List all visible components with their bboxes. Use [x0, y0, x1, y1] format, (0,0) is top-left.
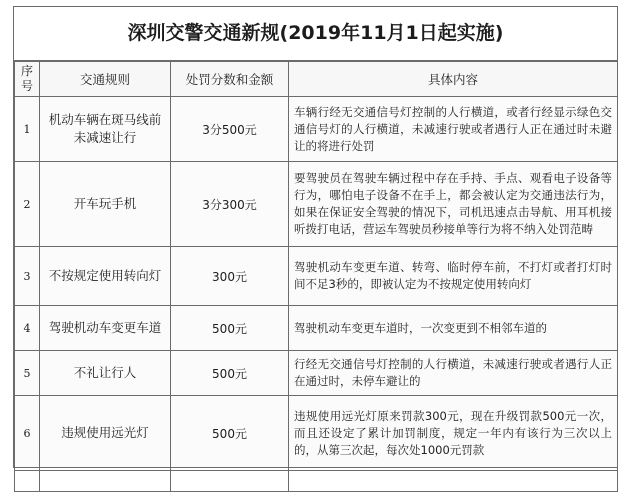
- row-number: 6: [15, 396, 40, 471]
- row-detail: 违规使用远光灯原来罚款300元，现在升级罚款500元一次，而且还设定了累计加罚制度，规定一年内有该行为三次以上的，从第三次起，每次处1000元罚款: [289, 396, 618, 471]
- row-number: 3: [15, 247, 40, 306]
- header-seq-label: 序号: [20, 64, 33, 93]
- row-penalty: 3分500元: [171, 97, 289, 162]
- table-row: [15, 351, 618, 396]
- header-penalty: 处罚分数和金额: [171, 62, 289, 97]
- row-rule: 违规使用远光灯: [40, 396, 171, 471]
- row-rule: 不礼让行人: [40, 351, 171, 396]
- cutoff-cell: [171, 471, 289, 492]
- table-row: [15, 97, 618, 162]
- table-row: [15, 306, 618, 351]
- table-row: [15, 247, 618, 306]
- row-penalty: 500元: [171, 351, 289, 396]
- row-detail: 行经无交通信号灯控制的人行横道，未减速行驶或者遇行人正在通过时，未停车避让的: [289, 351, 618, 396]
- row-number: 5: [15, 351, 40, 396]
- rules-table: [14, 61, 618, 492]
- row-detail: 要驾驶员在驾驶车辆过程中存在手持、手点、观看电子设备等行为，哪怕电子设备不在手上，都会被认定为交通违法行为，如果在保证安全驾驶的情况下，司机迅速点击导航、用耳机接听拨打电话，营运车驾驶员秒接单等行为将不纳入处罚范畴: [289, 162, 618, 247]
- header-detail: 具体内容: [289, 62, 618, 97]
- cutoff-cell: [15, 471, 40, 492]
- cutoff-cell: [40, 471, 171, 492]
- table-row-cutoff: [15, 471, 618, 492]
- page-title: 深圳交警交通新规(2019年11月1日起实施): [14, 7, 617, 61]
- row-penalty: 300元: [171, 247, 289, 306]
- row-detail: 驾驶机动车变更车道时，一次变更到不相邻车道的: [289, 306, 618, 351]
- traffic-rules-sheet: [13, 6, 618, 468]
- table-row: [15, 396, 618, 471]
- row-rule: 开车玩手机: [40, 162, 171, 247]
- header-seq: [15, 62, 40, 97]
- row-detail: 驾驶机动车变更车道、转弯、临时停车前，不打灯或者打灯时间不足3秒的，即被认定为不按规定使用转向灯: [289, 247, 618, 306]
- header-rule: 交通规则: [40, 62, 171, 97]
- table-header-row: [15, 62, 618, 97]
- row-rule: 驾驶机动车变更车道: [40, 306, 171, 351]
- row-number: 2: [15, 162, 40, 247]
- row-number: 4: [15, 306, 40, 351]
- row-penalty: 500元: [171, 396, 289, 471]
- row-rule: 不按规定使用转向灯: [40, 247, 171, 306]
- row-detail: 车辆行经无交通信号灯控制的人行横道，或者行经显示绿色交通信号灯的人行横道，未减速行驶或者遇行人正在通过时未避让的将进行处罚: [289, 97, 618, 162]
- row-rule: 机动车辆在斑马线前未减速让行: [40, 97, 171, 162]
- table-row: [15, 162, 618, 247]
- row-penalty: 3分300元: [171, 162, 289, 247]
- cutoff-cell: [289, 471, 618, 492]
- row-penalty: 500元: [171, 306, 289, 351]
- row-number: 1: [15, 97, 40, 162]
